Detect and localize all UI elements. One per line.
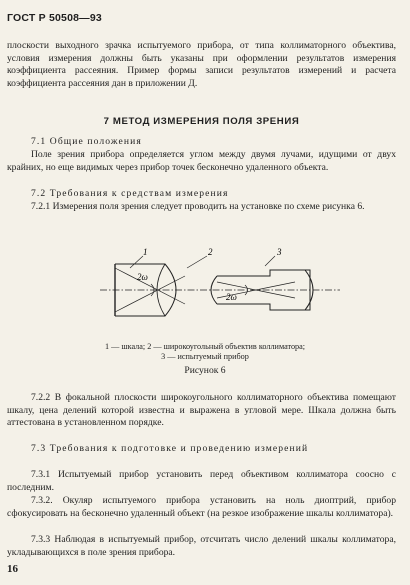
subsection-7-3-1-text: 7.3.1 Испытуемый прибор установить перед объективом коллиматора соосно с последним. <box>7 469 396 493</box>
subsection-7-3-2-text: 7.3.2. Окуляр испытуемого прибора установить на ноль диоптрий, прибор сфокусировать на бесконечно удаленный объект (на резкое изображение шкалы коллиматора). <box>7 495 396 519</box>
figure-caption: Рисунок 6 <box>184 365 226 376</box>
figure-legend-line-2: 3 — испытуемый прибор <box>161 352 249 361</box>
figure-label-3: 3 <box>277 248 282 257</box>
section-title: 7 МЕТОД ИЗМЕРЕНИЯ ПОЛЯ ЗРЕНИЯ <box>103 116 300 127</box>
leader-1 <box>130 256 143 268</box>
figure-legend-line-1: 1 — шкала; 2 — широкоугольный объектив коллиматора; <box>104 342 306 351</box>
leader-2 <box>187 256 207 268</box>
figure-label-2: 2 <box>208 248 213 257</box>
ray-2 <box>115 276 185 312</box>
subsection-7-2-2-text: 7.2.2 В фокальной плоскости широкоугольного коллиматорного объектива помещают шкалу, цена делений которой известна и выражена в угловой мере. Шкала должна быть аттестована в установленном порядке. <box>7 392 396 429</box>
page-number: 16 <box>7 563 18 575</box>
leader-3 <box>265 256 275 266</box>
angle-label-right: 2ω <box>226 292 237 302</box>
figure-label-1: 1 <box>143 248 148 257</box>
subsection-7-2-heading: 7.2 Требования к средствам измерения <box>31 188 229 199</box>
subsection-7-3-3-text: 7.3.3 Наблюдая в испытуемый прибор, отсчитать число делений шкалы коллиматора, укладывающихся в поле зрения прибора. <box>7 534 396 558</box>
subsection-7-1-text: Поле зрения прибора определяется углом между двумя лучами, идущими от двух крайних, но еще видимых через прибор точек бесконечно удаленного объекта. <box>7 149 396 173</box>
intro-paragraph: плоскости выходного зрачка испытуемого прибора, от типа коллиматорного объектива, условия измерения должны быть указаны при оформлении результатов измерения коэффициента рассеяния. Пример формы записи результатов измерений и расчета коэффициента рассеяния дан в приложении Д. <box>7 40 396 89</box>
subsection-7-1-heading: 7.1 Общие положения <box>31 136 142 147</box>
figure-6-diagram <box>95 248 345 328</box>
subsection-7-3-heading: 7.3 Требования к подготовке и проведению измерений <box>31 443 309 454</box>
angle-label-left: 2ω <box>137 272 148 282</box>
document-header: ГОСТ Р 50508—93 <box>7 12 102 24</box>
subsection-7-2-1-text: 7.2.1 Измерения поля зрения следует проводить на установке по схеме рисунка 6. <box>31 201 365 212</box>
ray-1 <box>115 268 185 304</box>
